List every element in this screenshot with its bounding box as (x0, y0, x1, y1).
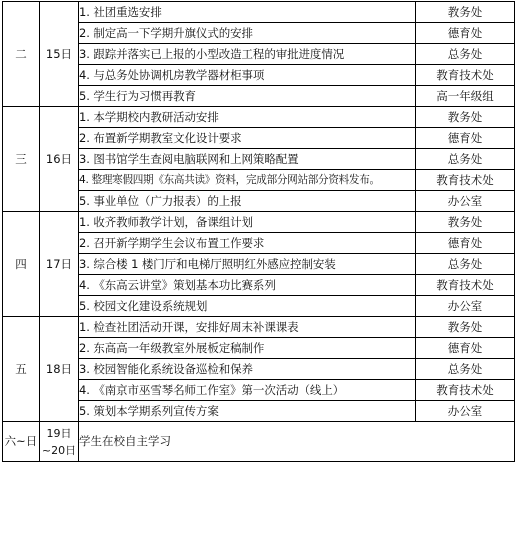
item-cell: 2. 布置新学期教室文化设计要求 (79, 128, 416, 149)
table-row (3, 254, 515, 275)
table-row (3, 2, 515, 23)
weekday-cell: 五 (3, 317, 40, 422)
item-cell: 3. 综合楼 1 楼门厅和电梯厅照明红外感应控制安装 (79, 254, 416, 275)
table-row (3, 191, 515, 212)
dept-cell: 教育技术处 (416, 65, 515, 86)
table-row (3, 23, 515, 44)
table-row (3, 128, 515, 149)
table-row (3, 338, 515, 359)
table-row (3, 233, 515, 254)
dept-cell: 高一年级组 (416, 86, 515, 107)
table-row (3, 380, 515, 401)
item-cell: 5. 事业单位（广力报表）的上报 (79, 191, 416, 212)
table-row (3, 422, 515, 462)
item-cell: 1. 社团重选安排 (79, 2, 416, 23)
dept-cell: 教育技术处 (416, 170, 515, 191)
date-cell: 18日 (40, 317, 79, 422)
dept-cell: 办公室 (416, 191, 515, 212)
dept-cell: 教务处 (416, 2, 515, 23)
table-row (3, 296, 515, 317)
dept-cell: 教育技术处 (416, 380, 515, 401)
dept-cell: 教务处 (416, 107, 515, 128)
item-cell: 2. 召开新学期学生会议布置工作要求 (79, 233, 416, 254)
table-row (3, 86, 515, 107)
date-cell: 19日~20日 (40, 422, 79, 462)
table-row (3, 317, 515, 338)
item-cell: 1. 本学期校内教研活动安排 (79, 107, 416, 128)
table-row (3, 275, 515, 296)
item-cell: 3. 图书馆学生查阅电脑联网和上网策略配置 (79, 149, 416, 170)
weekday-cell: 三 (3, 107, 40, 212)
item-cell: 1. 检查社团活动开课，安排好周末补课课表 (79, 317, 416, 338)
dept-cell: 德育处 (416, 233, 515, 254)
dept-cell: 总务处 (416, 254, 515, 275)
dept-cell: 教务处 (416, 212, 515, 233)
weekday-cell: 六~日 (3, 422, 40, 462)
table-row (3, 65, 515, 86)
weekday-cell: 二 (3, 2, 40, 107)
item-cell: 4. 与总务处协调机房教学器材柜事项 (79, 65, 416, 86)
item-cell: 4. 整理寒假四期《东高共读》资料，完成部分网站部分资料发布。 (79, 170, 416, 191)
table-row (3, 107, 515, 128)
dept-cell: 总务处 (416, 359, 515, 380)
item-cell: 2. 制定高一下学期升旗仪式的安排 (79, 23, 416, 44)
date-cell: 17日 (40, 212, 79, 317)
item-cell: 2. 东高高一年级教室外展板定稿制作 (79, 338, 416, 359)
dept-cell: 总务处 (416, 149, 515, 170)
item-cell: 5. 校园文化建设系统规划 (79, 296, 416, 317)
item-cell: 5. 学生行为习惯再教育 (79, 86, 416, 107)
item-cell: 4. 《南京市巫雪琴名师工作室》第一次活动（线上） (79, 380, 416, 401)
table-row (3, 401, 515, 422)
dept-cell: 教育技术处 (416, 275, 515, 296)
date-cell: 15日 (40, 2, 79, 107)
dept-cell: 德育处 (416, 338, 515, 359)
table-row (3, 44, 515, 65)
table-row (3, 359, 515, 380)
dept-cell: 总务处 (416, 44, 515, 65)
dept-cell: 德育处 (416, 128, 515, 149)
weekday-cell: 四 (3, 212, 40, 317)
dept-cell: 教务处 (416, 317, 515, 338)
schedule-table (2, 1, 515, 462)
dept-cell: 办公室 (416, 296, 515, 317)
table-row (3, 149, 515, 170)
date-cell: 16日 (40, 107, 79, 212)
dept-cell: 德育处 (416, 23, 515, 44)
item-cell: 学生在校自主学习 (79, 422, 515, 462)
table-row (3, 170, 515, 191)
item-cell: 3. 跟踪并落实已上报的小型改造工程的审批进度情况 (79, 44, 416, 65)
table-row (3, 212, 515, 233)
item-cell: 4. 《东高云讲堂》策划基本功比赛系列 (79, 275, 416, 296)
dept-cell: 办公室 (416, 401, 515, 422)
item-cell: 1. 收齐教师教学计划，备课组计划 (79, 212, 416, 233)
item-cell: 5. 策划本学期系列宣传方案 (79, 401, 416, 422)
item-cell: 3. 校园智能化系统设备巡检和保养 (79, 359, 416, 380)
